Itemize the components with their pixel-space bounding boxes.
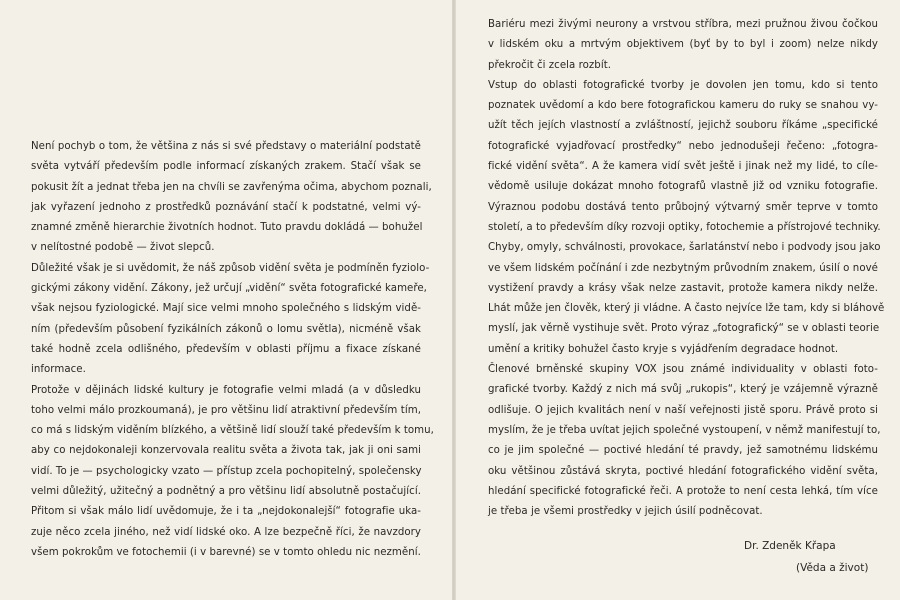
text-line: znamné změně hierarchie životních hodnot. Tuto pravdu dokládá — bohužel [31, 222, 423, 234]
text-line: ve všem lidském počínání i zde nezbytným průvodním znakem, úsilí o nové [488, 262, 878, 274]
left-page-text [31, 137, 434, 563]
author-signature: Dr. Zdeněk Křapa [744, 540, 836, 552]
text-line: ním (především působení fyzikálních zákonů o lomu světla), nicméně však [31, 323, 421, 335]
text-line: však nejsou fyziologické. Mají sice velmi mnoho společného s lidským vidě- [31, 303, 421, 315]
text-line: Lhát může jen člověk, který ji vládne. A často nejvíce lže tam, kdy si bláhově [488, 303, 885, 315]
text-line: v nelítostné podobě — život slepců. [31, 242, 215, 254]
text-line: vědomě usiluje dokázat mnoho fotografů vlastně již od vzniku fotografie. [488, 181, 878, 193]
text-line: Důležité však je si uvědomit, že náš způsob vidění světa je podmíněn fyziolo- [31, 262, 430, 274]
text-line: hledání specifické fotografické řeči. A protože to není cesta lehká, tím více [488, 485, 878, 497]
page-gutter [452, 0, 456, 600]
text-line: myslí, jak věrně vystihuje svět. Proto výraz „fotografický“ se v oblasti teorie [488, 323, 880, 335]
text-line: Chyby, omyly, schválnosti, provokace, šarlatánství nebo i podvody jsou jako [488, 242, 881, 254]
text-line: odlišuje. O jejich kvalitách není v naší veřejnosti jistě sporu. Právě proto si [488, 404, 878, 416]
text-line: umění a kritiky bohužel často kryje s vyjádřením degradace hodnot. [488, 343, 839, 355]
text-line: oku většinou zůstává skryta, poctivé hledání fotografického vidění světa, [488, 465, 878, 477]
text-line: Členové brněnské skupiny VOX jsou známé individuality v oblasti foto- [488, 364, 878, 376]
text-line: překročit či zcela rozbít. [488, 59, 612, 71]
text-line: v lidském oku a mrtvým objektivem (byť by to byl i zoom) nelze nikdy [488, 39, 878, 51]
text-line: myslím, že je třeba uvítat jejich společné vystoupení, v němž manifestují to, [488, 424, 881, 436]
text-line: Není pochyb o tom, že většina z nás si své představy o materiální podstatě [31, 141, 421, 152]
text-line: aby co nejdokonaleji konzervovala realitu světa a života tak, jak ji oni sami [31, 445, 421, 457]
text-line: poznatek uvědomí a kdo bere fotografickou kameru do ruky se snahou vy- [488, 100, 878, 112]
text-line: Protože v dějinách lidské kultury je fotografie velmi mladá (a v důsledku [31, 384, 421, 396]
text-line: fotografické vyjadřovací prostředky“ nebo jednodušeji řečeno: „fotogra- [488, 140, 878, 152]
text-line: toho velmi málo prozkoumaná), je pro většinu lidí atraktivní především tím, [31, 404, 421, 416]
text-line: pokusit žít a jednat třeba jen na chvíli se zavřenýma očima, abychom poznali, [31, 181, 432, 193]
text-line: všem pokrokům ve fotochemii (i v barevné) se v tomto ohledu nic nezmění. [31, 546, 421, 558]
text-line: století, a to především díky rozvoji optiky, fotochemie a přístrojové techniky. [488, 221, 881, 233]
text-line: velmi důležitý, užitečný a podnětný a pro většinu lidí absolutně postačující. [31, 486, 421, 498]
text-line: vystižení pravdy a krásy však nelze zastavit, protože kamera nikdy nelže. [488, 282, 878, 294]
text-line: Přitom si však málo lidí uvědomuje, že i ta „nejdokonalejší“ fotografie uka- [31, 506, 421, 518]
text-line: co je jim společné — poctivé hledání té pravdy, jež samotnému lidskému [488, 445, 878, 457]
right-page-text [488, 15, 885, 522]
text-line: informace. [31, 364, 86, 376]
text-line: zuje něco zcela jiného, než vidí lidské oko. A lze bezpečně říci, že navzdory [31, 526, 421, 538]
text-line: vidí. To je — psychologicky vzato — přístup zcela pochopitelný, společensky [31, 465, 422, 477]
text-line: Vstup do oblasti fotografické tvorby je dovolen jen tomu, kdo si tento [488, 79, 878, 91]
text-line: užít těch jejích vlastností a zvláštností, jejichž souboru říkáme „specifické [488, 120, 878, 132]
text-line: gickými zákony vidění. Zákony, jež určují „vidění“ světa fotografické kameře, [31, 283, 427, 295]
text-line: fické vidění světa“. A že kamera vidí svět ještě i jinak než my lidé, to cíle- [488, 161, 878, 173]
text-line: také hodně zcela odlišného, především v oblasti příjmu a fixace získané [31, 343, 421, 355]
text-line: Bariéru mezi živými neurony a vrstvou stříbra, mezi pružnou živou čočkou [488, 19, 878, 30]
text-line: grafické tvorby. Každý z nich má svůj „rukopis“, který je vzájemně výrazně [488, 384, 878, 396]
source-citation: (Věda a život) [796, 562, 869, 574]
text-line: Výraznou podobu dostává tento průbojný výtvarný směr teprve v tomto [488, 201, 878, 213]
text-line: jak vyřazení jednoho z prostředků poznávání stačí k podstatné, velmi vý- [31, 201, 421, 213]
text-line: světa vytváří především podle informací získaných zrakem. Stačí však se [31, 161, 421, 173]
text-line: co má s lidským viděním blízkého, a většině lidí slouží také především k tomu, [31, 425, 434, 437]
text-line: je třeba je všemi prostředky v jejich úsilí podněcovat. [488, 506, 763, 518]
